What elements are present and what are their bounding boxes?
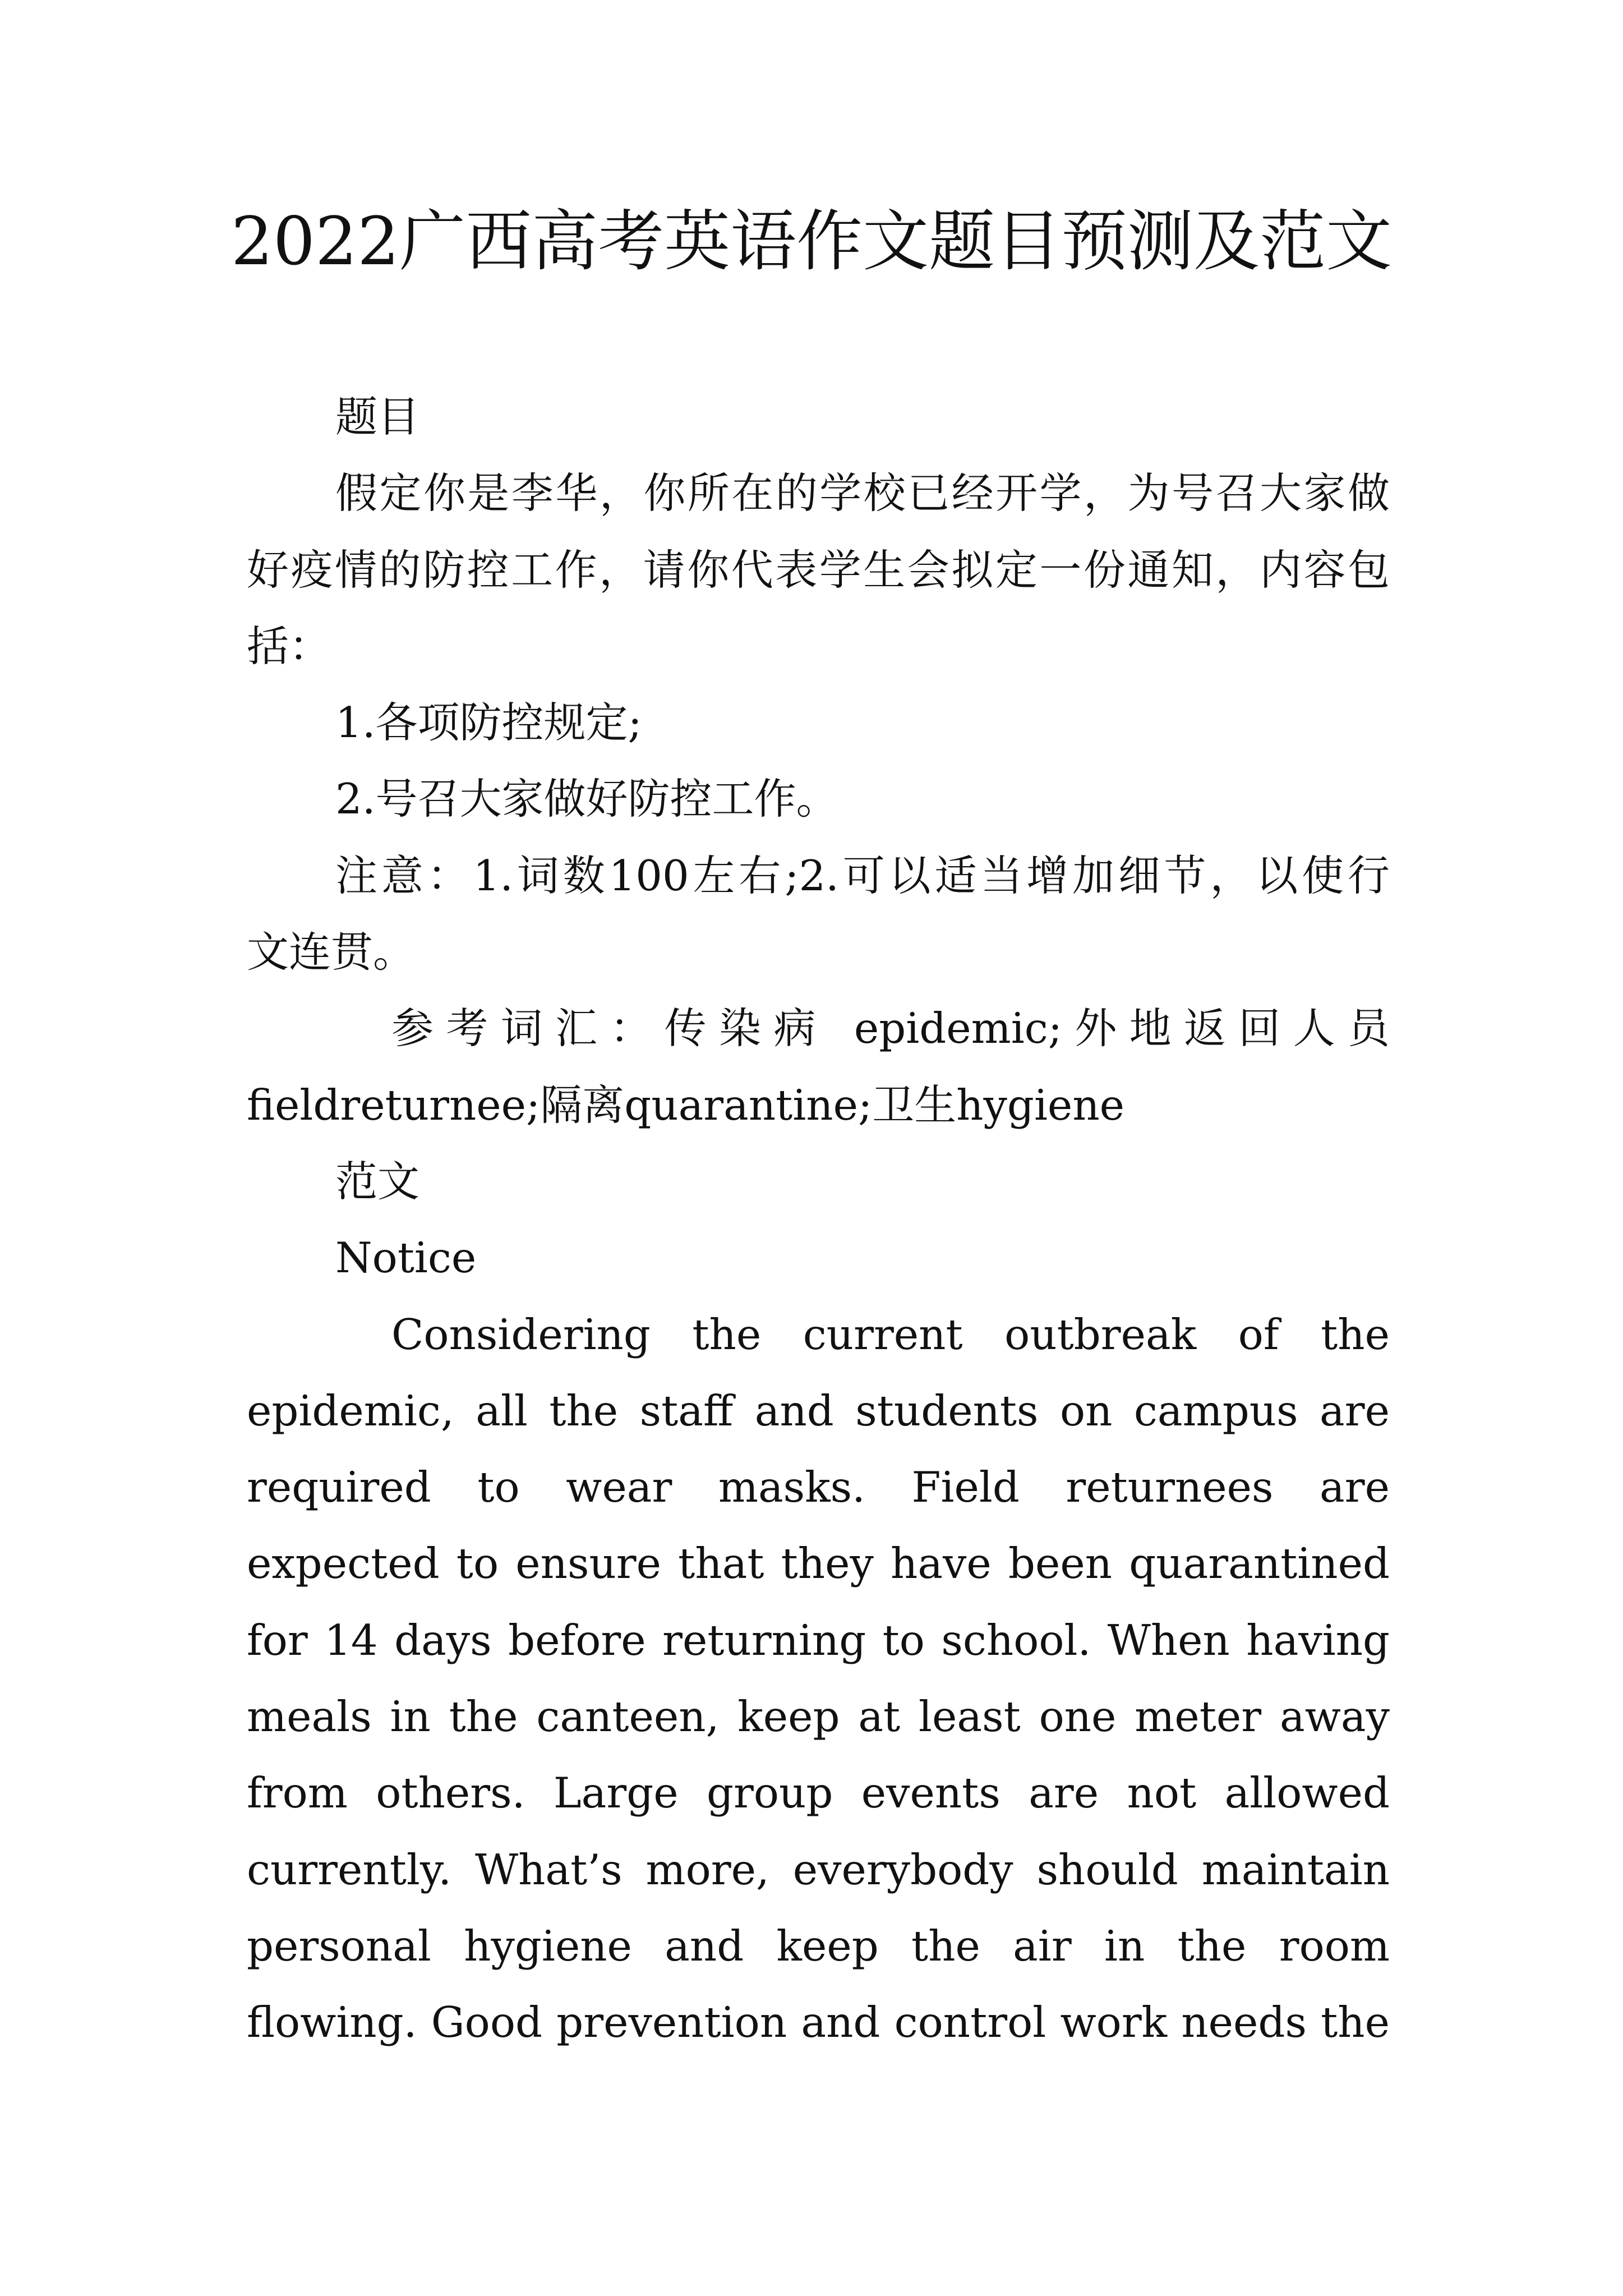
essay-line: currently. What’s more, everybody should maintain [247,1844,1390,1894]
essay-line: flowing. Good prevention and control work needs the [247,1998,1390,2047]
essay-line: personal hygiene and keep the air in the room [247,1921,1390,1971]
list-item: 2.号召大家做好防控工作。 [335,774,838,824]
paragraph-line: 文连贯。 [247,927,416,977]
essay-line: Considering the current outbreak of the [391,1309,1390,1359]
essay-line: meals in the canteen, keep at least one meter away [247,1692,1390,1742]
document-body [247,379,1390,2061]
vocabulary-line: 参考词汇：传染病 epidemic;外地返回人员 [391,1004,1390,1053]
notice-heading: Notice [335,1233,477,1283]
essay-line: epidemic, all the staff and students on campus are [247,1386,1390,1435]
section-heading-topic: 题目 [335,392,420,441]
essay-line: from others. Large group events are not allowed [247,1768,1390,1818]
essay-line: expected to ensure that they have been quarantined [247,1539,1390,1589]
essay-line: for 14 days before returning to school. When having [247,1615,1390,1665]
vocabulary-line: fieldreturnee;隔离quarantine;卫生hygiene [247,1080,1125,1130]
paragraph-line: 好疫情的防控工作，请你代表学生会拟定一份通知，内容包 [247,545,1390,595]
paragraph-line: 注意：1.词数100左右;2.可以适当增加细节，以使行 [335,850,1390,900]
paragraph-line: 括： [247,621,331,671]
list-item: 1.各项防控规定; [335,698,642,748]
essay-line: required to wear masks. Field returnees are [247,1462,1390,1512]
section-heading-sample: 范文 [335,1156,420,1206]
paragraph-line: 假定你是李华，你所在的学校已经开学，为号召大家做 [335,468,1390,518]
document-title: 2022广西高考英语作文题目预测及范文 [230,203,1393,280]
